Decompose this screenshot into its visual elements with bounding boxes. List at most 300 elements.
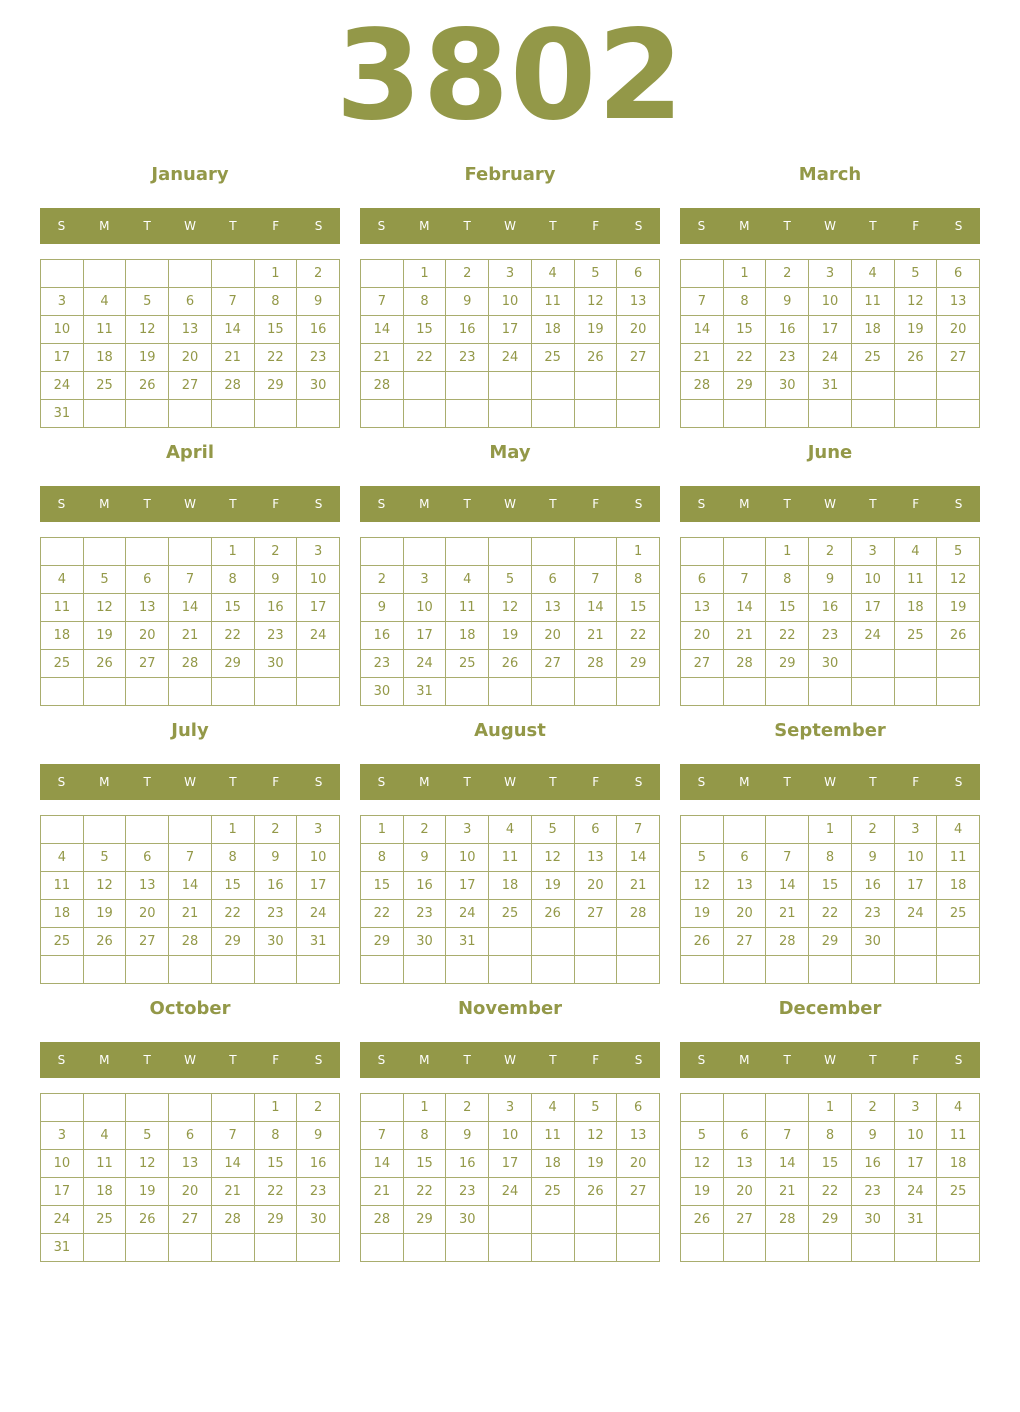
day-cell: 9 <box>297 288 340 316</box>
day-cell: 31 <box>41 400 84 428</box>
day-cell <box>169 538 212 566</box>
weekday-header: T <box>869 497 877 511</box>
day-cell: 18 <box>446 622 489 650</box>
day-cell: 31 <box>446 928 489 956</box>
weekday-header: F <box>272 1053 280 1067</box>
day-cell: 21 <box>766 900 809 928</box>
day-cell: 10 <box>446 844 489 872</box>
day-cell: 7 <box>723 566 766 594</box>
day-cell: 13 <box>617 288 660 316</box>
day-cell <box>681 538 724 566</box>
day-cell: 6 <box>169 1122 212 1150</box>
day-cell: 7 <box>169 566 212 594</box>
week-row <box>361 928 660 956</box>
weekday-header: T <box>463 497 471 511</box>
day-cell <box>83 1094 126 1122</box>
day-cell: 7 <box>361 288 404 316</box>
weekday-header: T <box>869 775 877 789</box>
day-cell: 20 <box>169 1178 212 1206</box>
day-cell: 30 <box>297 372 340 400</box>
day-cell: 1 <box>211 538 254 566</box>
week-row <box>681 1206 980 1234</box>
day-cell <box>574 956 617 984</box>
day-cell: 28 <box>617 900 660 928</box>
week-row <box>361 1206 660 1234</box>
weekday-header: S <box>377 775 386 789</box>
day-grid <box>680 815 980 984</box>
week-row <box>681 288 980 316</box>
day-cell: 13 <box>723 872 766 900</box>
day-cell <box>894 956 937 984</box>
day-cell: 9 <box>446 288 489 316</box>
day-cell: 11 <box>937 844 980 872</box>
day-cell: 16 <box>403 872 446 900</box>
day-cell: 5 <box>83 566 126 594</box>
week-row <box>41 260 340 288</box>
day-cell: 18 <box>937 872 980 900</box>
day-cell: 6 <box>617 1094 660 1122</box>
weekday-header: W <box>504 219 516 233</box>
day-cell: 16 <box>851 872 894 900</box>
week-row <box>41 650 340 678</box>
weekday-header-row <box>360 1042 660 1078</box>
day-cell: 25 <box>41 650 84 678</box>
day-cell: 5 <box>937 538 980 566</box>
day-cell: 1 <box>723 260 766 288</box>
weekday-header: S <box>954 219 963 233</box>
day-cell <box>126 538 169 566</box>
day-cell <box>211 1094 254 1122</box>
weekday-header: S <box>314 1053 323 1067</box>
week-row <box>361 1122 660 1150</box>
day-grid <box>680 537 980 706</box>
day-cell: 27 <box>169 1206 212 1234</box>
day-cell <box>894 1234 937 1262</box>
day-cell: 23 <box>766 344 809 372</box>
day-cell: 26 <box>126 1206 169 1234</box>
week-row <box>681 956 980 984</box>
weekday-header: F <box>912 775 920 789</box>
day-cell: 22 <box>723 344 766 372</box>
day-cell <box>489 1234 532 1262</box>
day-cell <box>126 678 169 706</box>
week-row <box>41 872 340 900</box>
month-title: February <box>464 164 556 185</box>
day-cell <box>574 1206 617 1234</box>
weekday-header: T <box>143 1053 151 1067</box>
day-cell: 11 <box>41 872 84 900</box>
day-cell <box>617 1234 660 1262</box>
weekday-header: F <box>592 497 600 511</box>
week-row <box>41 900 340 928</box>
day-cell: 30 <box>254 650 297 678</box>
day-cell <box>681 1094 724 1122</box>
day-cell <box>574 678 617 706</box>
day-cell: 17 <box>297 872 340 900</box>
weekday-header-row <box>680 764 980 800</box>
day-cell <box>723 816 766 844</box>
day-cell: 1 <box>766 538 809 566</box>
day-cell: 3 <box>894 1094 937 1122</box>
day-cell: 29 <box>809 928 852 956</box>
day-cell: 19 <box>126 344 169 372</box>
day-cell <box>169 1094 212 1122</box>
weekday-header: S <box>697 775 706 789</box>
weekday-header: F <box>912 219 920 233</box>
day-cell: 22 <box>254 1178 297 1206</box>
day-cell: 20 <box>126 622 169 650</box>
week-row <box>361 260 660 288</box>
weekday-header: S <box>954 1053 963 1067</box>
day-cell: 11 <box>83 1150 126 1178</box>
day-cell: 16 <box>297 1150 340 1178</box>
day-cell <box>83 816 126 844</box>
day-cell: 27 <box>126 650 169 678</box>
day-cell: 24 <box>489 1178 532 1206</box>
weekday-header: T <box>549 775 557 789</box>
weekday-header: S <box>634 219 643 233</box>
day-cell: 24 <box>297 900 340 928</box>
week-row <box>41 844 340 872</box>
day-cell: 23 <box>297 344 340 372</box>
weekday-header: T <box>783 775 791 789</box>
day-cell: 28 <box>169 650 212 678</box>
day-cell: 9 <box>254 844 297 872</box>
day-cell <box>83 538 126 566</box>
day-cell <box>361 1094 404 1122</box>
day-cell <box>766 816 809 844</box>
day-cell <box>531 1234 574 1262</box>
weekday-header: S <box>57 1053 66 1067</box>
weekday-header: M <box>419 497 430 511</box>
week-row <box>361 1150 660 1178</box>
week-row <box>681 816 980 844</box>
day-cell: 24 <box>41 372 84 400</box>
week-row <box>361 594 660 622</box>
day-grid <box>680 1093 980 1262</box>
day-cell: 24 <box>297 622 340 650</box>
day-cell <box>211 678 254 706</box>
day-cell <box>41 260 84 288</box>
day-cell <box>766 1094 809 1122</box>
day-cell: 29 <box>617 650 660 678</box>
week-row <box>361 678 660 706</box>
day-cell <box>894 650 937 678</box>
day-cell: 2 <box>254 816 297 844</box>
day-cell <box>41 816 84 844</box>
day-cell: 14 <box>169 594 212 622</box>
day-cell <box>41 956 84 984</box>
week-row <box>41 372 340 400</box>
day-cell: 13 <box>126 872 169 900</box>
weekday-header: M <box>739 497 750 511</box>
day-cell: 18 <box>851 316 894 344</box>
day-cell: 22 <box>617 622 660 650</box>
week-row <box>681 928 980 956</box>
day-cell: 17 <box>894 872 937 900</box>
week-row <box>41 316 340 344</box>
day-cell: 30 <box>403 928 446 956</box>
day-cell: 6 <box>681 566 724 594</box>
day-cell: 25 <box>531 1178 574 1206</box>
day-cell: 8 <box>403 1122 446 1150</box>
day-cell: 30 <box>254 928 297 956</box>
weekday-header: S <box>634 775 643 789</box>
weekday-header: T <box>463 775 471 789</box>
day-cell: 24 <box>809 344 852 372</box>
day-cell <box>489 538 532 566</box>
day-cell: 28 <box>211 1206 254 1234</box>
day-cell: 17 <box>851 594 894 622</box>
day-cell: 12 <box>681 872 724 900</box>
day-cell: 19 <box>681 900 724 928</box>
day-cell: 21 <box>211 1178 254 1206</box>
day-cell: 25 <box>489 900 532 928</box>
weekday-header: W <box>824 219 836 233</box>
day-cell: 6 <box>937 260 980 288</box>
day-cell <box>446 372 489 400</box>
weekday-header: M <box>739 219 750 233</box>
weekday-header: W <box>504 775 516 789</box>
day-cell <box>403 956 446 984</box>
month-title: June <box>807 442 853 463</box>
day-cell: 12 <box>681 1150 724 1178</box>
day-cell: 2 <box>766 260 809 288</box>
day-cell: 12 <box>126 1150 169 1178</box>
weekday-header: M <box>99 1053 110 1067</box>
day-cell <box>681 678 724 706</box>
day-cell: 14 <box>723 594 766 622</box>
day-cell: 4 <box>531 260 574 288</box>
weekday-header: S <box>954 775 963 789</box>
day-cell <box>723 678 766 706</box>
day-cell: 5 <box>126 288 169 316</box>
day-cell <box>297 650 340 678</box>
weekday-header-row <box>680 208 980 244</box>
day-cell <box>937 650 980 678</box>
week-row <box>681 844 980 872</box>
day-cell: 18 <box>83 344 126 372</box>
week-row <box>361 872 660 900</box>
day-cell: 4 <box>489 816 532 844</box>
day-cell: 7 <box>169 844 212 872</box>
day-cell: 13 <box>169 1150 212 1178</box>
weekday-header: T <box>229 775 237 789</box>
day-cell: 10 <box>41 316 84 344</box>
day-cell: 10 <box>297 844 340 872</box>
day-cell: 27 <box>169 372 212 400</box>
day-cell: 29 <box>361 928 404 956</box>
day-cell: 28 <box>361 372 404 400</box>
day-cell: 2 <box>851 1094 894 1122</box>
week-row <box>361 372 660 400</box>
day-cell: 29 <box>254 372 297 400</box>
day-cell <box>83 400 126 428</box>
day-cell: 4 <box>41 844 84 872</box>
year-title: 3802 <box>335 4 685 148</box>
weekday-header: S <box>634 497 643 511</box>
day-cell <box>617 678 660 706</box>
day-cell: 26 <box>126 372 169 400</box>
day-cell: 21 <box>617 872 660 900</box>
day-grid <box>360 259 660 428</box>
day-cell: 14 <box>766 1150 809 1178</box>
day-cell: 30 <box>297 1206 340 1234</box>
day-cell <box>531 928 574 956</box>
day-cell: 4 <box>83 288 126 316</box>
day-cell: 20 <box>681 622 724 650</box>
day-cell: 16 <box>361 622 404 650</box>
day-cell: 3 <box>41 1122 84 1150</box>
day-cell: 27 <box>126 928 169 956</box>
day-cell: 16 <box>809 594 852 622</box>
day-cell: 31 <box>894 1206 937 1234</box>
day-cell: 8 <box>809 1122 852 1150</box>
day-cell <box>851 956 894 984</box>
week-row <box>41 566 340 594</box>
day-cell: 5 <box>531 816 574 844</box>
day-cell: 21 <box>211 344 254 372</box>
week-row <box>41 622 340 650</box>
weekday-header-row <box>360 486 660 522</box>
day-cell: 1 <box>403 260 446 288</box>
day-cell: 29 <box>254 1206 297 1234</box>
weekday-header: T <box>783 219 791 233</box>
day-cell: 20 <box>531 622 574 650</box>
day-cell <box>83 956 126 984</box>
day-grid <box>40 1093 340 1262</box>
week-row <box>361 900 660 928</box>
week-row <box>681 650 980 678</box>
day-cell: 13 <box>937 288 980 316</box>
day-cell: 25 <box>83 372 126 400</box>
day-cell: 20 <box>723 900 766 928</box>
day-cell: 28 <box>169 928 212 956</box>
day-cell: 12 <box>531 844 574 872</box>
week-row <box>361 1178 660 1206</box>
day-cell <box>126 1234 169 1262</box>
weekday-header: S <box>697 497 706 511</box>
day-cell <box>169 678 212 706</box>
day-cell <box>937 1206 980 1234</box>
day-cell: 19 <box>937 594 980 622</box>
day-cell: 26 <box>531 900 574 928</box>
day-cell: 6 <box>723 1122 766 1150</box>
weekday-header: S <box>314 775 323 789</box>
day-cell: 30 <box>361 678 404 706</box>
day-cell: 3 <box>297 816 340 844</box>
week-row <box>681 566 980 594</box>
weekday-header: T <box>143 497 151 511</box>
day-cell: 28 <box>723 650 766 678</box>
weekday-header-row <box>40 1042 340 1078</box>
weekday-header: T <box>229 497 237 511</box>
day-cell: 15 <box>361 872 404 900</box>
day-cell: 27 <box>723 928 766 956</box>
day-cell: 3 <box>446 816 489 844</box>
day-cell: 28 <box>574 650 617 678</box>
weekday-header: T <box>549 497 557 511</box>
month-title: September <box>774 720 886 741</box>
day-cell: 14 <box>617 844 660 872</box>
day-cell <box>169 1234 212 1262</box>
month-title: January <box>151 164 229 185</box>
day-cell: 28 <box>211 372 254 400</box>
day-cell <box>211 260 254 288</box>
month-title: March <box>798 164 862 185</box>
day-cell: 25 <box>937 900 980 928</box>
day-cell: 14 <box>211 1150 254 1178</box>
day-cell: 28 <box>766 928 809 956</box>
day-cell: 1 <box>403 1094 446 1122</box>
weekday-header: S <box>954 497 963 511</box>
weekday-header-row <box>360 208 660 244</box>
day-cell: 15 <box>211 594 254 622</box>
day-cell: 5 <box>574 260 617 288</box>
day-cell: 30 <box>446 1206 489 1234</box>
week-row <box>41 678 340 706</box>
day-cell: 4 <box>531 1094 574 1122</box>
day-cell <box>297 956 340 984</box>
day-cell <box>489 400 532 428</box>
day-cell: 9 <box>403 844 446 872</box>
weekday-header: T <box>463 1053 471 1067</box>
day-cell: 29 <box>723 372 766 400</box>
weekday-header: W <box>184 775 196 789</box>
day-cell: 15 <box>254 316 297 344</box>
day-cell: 18 <box>937 1150 980 1178</box>
weekday-header: S <box>634 1053 643 1067</box>
day-cell <box>446 956 489 984</box>
day-cell: 2 <box>446 1094 489 1122</box>
day-cell: 10 <box>297 566 340 594</box>
day-cell: 31 <box>297 928 340 956</box>
day-cell: 26 <box>681 928 724 956</box>
weekday-header-row <box>40 764 340 800</box>
day-cell: 3 <box>489 1094 532 1122</box>
day-cell: 18 <box>83 1178 126 1206</box>
day-cell: 19 <box>681 1178 724 1206</box>
day-cell: 6 <box>574 816 617 844</box>
weekday-header: W <box>184 219 196 233</box>
day-cell: 6 <box>531 566 574 594</box>
week-row <box>681 622 980 650</box>
day-cell: 15 <box>809 872 852 900</box>
day-cell: 12 <box>126 316 169 344</box>
day-cell: 5 <box>681 1122 724 1150</box>
weekday-header: W <box>824 775 836 789</box>
weekday-header: S <box>57 497 66 511</box>
day-cell: 11 <box>446 594 489 622</box>
day-cell: 12 <box>83 594 126 622</box>
day-cell: 11 <box>531 288 574 316</box>
day-cell: 31 <box>403 678 446 706</box>
day-cell: 22 <box>809 900 852 928</box>
day-cell: 26 <box>574 344 617 372</box>
day-cell <box>446 1234 489 1262</box>
weekday-header: W <box>824 497 836 511</box>
weekday-header: T <box>229 219 237 233</box>
day-cell: 9 <box>851 844 894 872</box>
day-cell: 16 <box>446 316 489 344</box>
day-cell: 26 <box>83 650 126 678</box>
day-grid <box>40 259 340 428</box>
day-cell: 7 <box>211 1122 254 1150</box>
day-cell <box>766 400 809 428</box>
weekday-header: T <box>463 219 471 233</box>
day-cell <box>809 400 852 428</box>
day-cell: 20 <box>169 344 212 372</box>
